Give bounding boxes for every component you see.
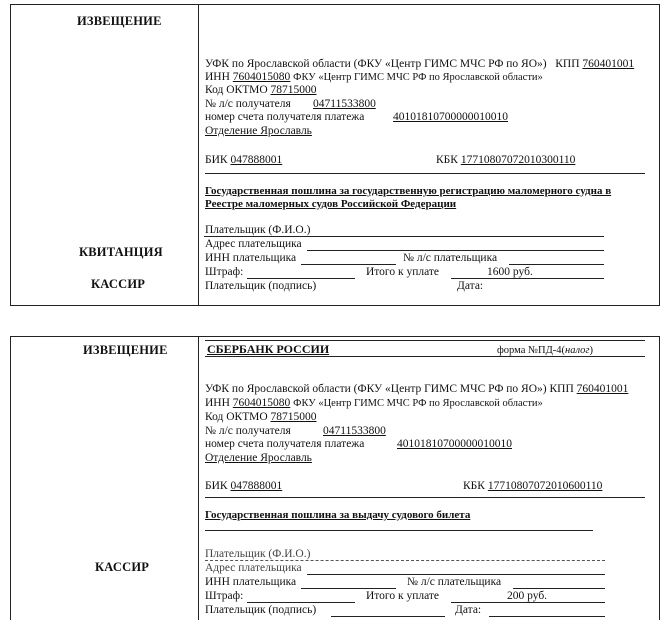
date-label: Дата: (455, 604, 482, 616)
oktmo-line (205, 411, 317, 424)
inn-label: ИНН (205, 71, 230, 83)
account-value: 04711533800 (323, 425, 386, 437)
kbk-value: 17710807072010300110 (460, 154, 576, 166)
bank-account-value: 40101810700000010010 (397, 438, 512, 450)
total-label: Итого к уплате (366, 266, 440, 278)
purpose-line-2: Реестре маломерных судов Российской Федерации (205, 198, 457, 210)
oktmo-line (205, 84, 317, 97)
payer-inn-label: ИНН плательщика (205, 576, 297, 588)
payer-account-line[interactable] (513, 588, 605, 589)
payer-name-label: Плательщик (Ф.И.О.) (205, 224, 311, 236)
payer-account-label: № л/с плательщика (403, 252, 498, 264)
kpp-label: КПП (549, 383, 574, 395)
account-label: № л/с получателя (205, 98, 291, 110)
bank-name: СБЕРБАНК РОССИИ (207, 342, 330, 356)
fine-line[interactable] (247, 278, 355, 279)
recipient-name: УФК по Ярославской области (ФКУ «Центр ГИМС МЧС РФ по ЯО») (205, 383, 547, 395)
form-number-label: форма №ПД-4( (497, 345, 566, 356)
recipient-line (205, 58, 634, 71)
kpp-value: 760401001 (582, 58, 635, 70)
kpp-label: КПП (555, 58, 580, 70)
date-line[interactable] (489, 616, 605, 617)
header-bottom-line (205, 356, 645, 357)
bik-underline (205, 173, 645, 174)
kbk-value: 17710807072010600110 (487, 480, 603, 492)
cashier-label: КАССИР (91, 277, 146, 291)
bik-line (205, 154, 282, 167)
bank-account-label: номер счета получателя платежа (205, 111, 365, 123)
receipt-label: КВИТАНЦИЯ (79, 245, 163, 259)
inn-org: ФКУ «Центр ГИМС МЧС РФ по Ярославской области» (293, 398, 543, 409)
inn-value: 7604015080 (232, 71, 291, 83)
branch-name: Отделение Ярославль (205, 125, 312, 137)
oktmo-value: 78715000 (270, 84, 317, 96)
bik-label: БИК (205, 154, 228, 166)
inn-line (205, 71, 543, 84)
oktmo-label: Код ОКТМО (205, 411, 268, 423)
notice-label: ИЗВЕЩЕНИЕ (83, 343, 168, 357)
payer-address-line[interactable] (307, 574, 605, 575)
branch-name: Отделение Ярославль (205, 452, 312, 464)
recipient-name: УФК по Ярославской области (ФКУ «Центр ГИМС МЧС РФ по ЯО») (205, 58, 547, 70)
account-label: № л/с получателя (205, 425, 291, 437)
kbk-line (436, 154, 575, 167)
inn-value: 7604015080 (232, 397, 291, 409)
date-label: Дата: (457, 280, 484, 292)
form-left-column (11, 337, 199, 620)
payer-address-label: Адрес плательщика (205, 562, 302, 574)
kbk-label: КБК (436, 154, 458, 166)
payer-inn-label: ИНН плательщика (205, 252, 297, 264)
payer-account-line[interactable] (509, 264, 604, 265)
payer-address-line[interactable] (307, 250, 604, 251)
payer-inn-line[interactable] (301, 264, 396, 265)
total-value: 1600 руб. (487, 266, 533, 278)
bik-label: БИК (205, 480, 228, 492)
payer-name-line[interactable] (204, 236, 604, 237)
kbk-label: КБК (463, 480, 485, 492)
total-value: 200 руб. (507, 590, 548, 602)
oktmo-value: 78715000 (270, 411, 317, 423)
payer-signature-label: Плательщик (подпись) (205, 604, 317, 616)
payer-name-label: Плательщик (Ф.И.О.) (205, 548, 311, 560)
payment-form-registration (10, 4, 660, 306)
bik-underline (205, 497, 645, 498)
form-left-column (11, 5, 199, 305)
bank-account-value: 40101810700000010010 (393, 111, 508, 123)
signature-line[interactable] (331, 616, 445, 617)
payer-inn-line[interactable] (301, 588, 396, 589)
payer-account-label: № л/с плательщика (407, 576, 502, 588)
total-label: Итого к уплате (366, 590, 440, 602)
payer-address-label: Адрес плательщика (205, 238, 302, 250)
inn-label: ИНН (205, 397, 230, 409)
account-value: 04711533800 (313, 98, 376, 110)
bank-account-label: номер счета получателя платежа (205, 438, 365, 450)
fine-label: Штраф: (205, 266, 244, 278)
fine-line[interactable] (247, 602, 355, 603)
purpose-line-2 (205, 530, 593, 531)
form-number-end: ) (589, 345, 594, 356)
purpose-line-1: Государственная пошлина за выдачу судового билета (205, 509, 471, 521)
fine-label: Штраф: (205, 590, 244, 602)
form-number-type: налог (565, 345, 590, 356)
oktmo-label: Код ОКТМО (205, 84, 268, 96)
kbk-line (463, 480, 602, 493)
bik-line (205, 480, 282, 493)
header-top-line (205, 340, 645, 341)
notice-label: ИЗВЕЩЕНИЕ (77, 14, 162, 28)
bik-value: 047888001 (230, 480, 283, 492)
payment-form-ship-ticket (10, 336, 660, 620)
inn-org: ФКУ «Центр ГИМС МЧС РФ по Ярославской области» (293, 72, 543, 83)
recipient-line (205, 383, 628, 396)
payer-signature-label: Плательщик (подпись) (205, 280, 317, 292)
payer-name-line[interactable] (205, 560, 605, 561)
kpp-value: 760401001 (576, 383, 629, 395)
cashier-label: КАССИР (95, 560, 150, 574)
purpose-line-1: Государственная пошлина за государственную регистрацию маломерного судна в (205, 185, 612, 197)
inn-line (205, 397, 543, 410)
bik-value: 047888001 (230, 154, 283, 166)
